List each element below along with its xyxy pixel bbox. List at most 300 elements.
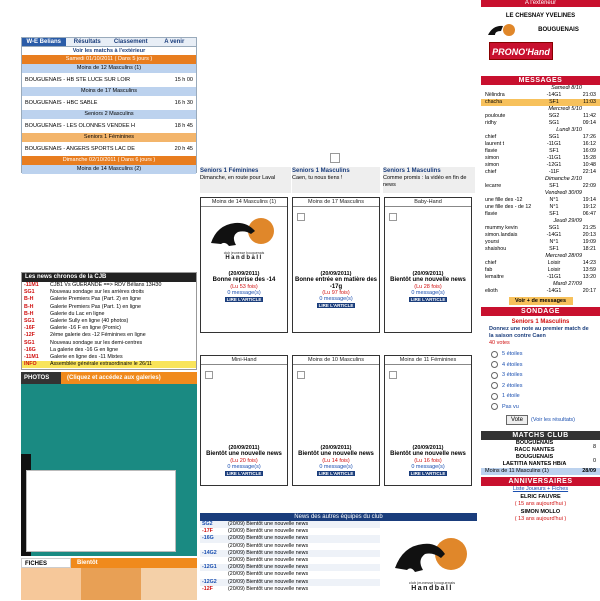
news-chrono-panel — [21, 272, 197, 370]
fiche-image[interactable] — [21, 568, 81, 600]
news-text: (20/09) Bientôt une nouvelle news — [228, 535, 309, 542]
message-team: -11G1 — [546, 155, 562, 161]
message-time: 19:12 — [582, 204, 596, 210]
sondage-title: SONDAGE — [481, 307, 600, 316]
other-news-list — [200, 521, 380, 593]
fiches-title: FICHES — [21, 558, 71, 568]
team-code: -16G — [202, 535, 214, 542]
players-list-link[interactable]: Liste Joueurs + Fiches — [512, 486, 569, 492]
read-article-button[interactable]: LIRE L'ARTICLE — [226, 470, 262, 476]
news-text: Galerie -16 F en ligne (Pornic) — [50, 325, 121, 332]
card-comments[interactable]: 0 message(s) — [411, 289, 445, 296]
message-row[interactable] — [481, 232, 600, 239]
card-headline[interactable]: Bientôt une nouvelle news — [206, 451, 282, 457]
team-code: B-H — [24, 310, 34, 317]
team-code: SG2 — [202, 521, 213, 527]
news-text: Galerie Sully en ligne (40 photos) — [50, 318, 129, 325]
other-news-item[interactable] — [200, 586, 380, 593]
message-time: 15:28 — [582, 155, 596, 161]
news-text: (20/09) Bientôt une nouvelle news — [228, 521, 309, 527]
message-team: SF1 — [549, 99, 559, 105]
message-team: Loisir — [547, 260, 561, 266]
team-code: -17F — [202, 528, 213, 535]
news-text: (20/09) Bientôt une nouvelle news — [228, 585, 309, 592]
card-title: Moins de 17 Masculins — [293, 198, 379, 207]
image-placeholder — [389, 371, 397, 379]
tab-classement[interactable]: Classement — [113, 39, 148, 45]
other-news-item[interactable] — [200, 557, 380, 564]
card-read-count: (Lu 53 fois) — [230, 283, 258, 290]
card-image — [385, 207, 471, 269]
card-date: (20/09/2011) — [320, 445, 352, 451]
message-team: SF1 — [549, 246, 559, 252]
sondage-team: Seniors 1 Masculins — [511, 319, 570, 325]
card-headline[interactable]: Bonne entrée en matière des -17g — [294, 277, 378, 290]
chrono-news-item[interactable] — [22, 311, 196, 318]
category-bar: Moins de 17 Masculins — [22, 87, 196, 96]
message-author: shaishou — [485, 246, 507, 252]
card-date: (20/09/2011) — [228, 271, 260, 277]
poll-option-label: 5 étoiles — [502, 351, 523, 357]
message-team: SG1 — [548, 134, 560, 140]
read-article-button[interactable]: LIRE L'ARTICLE — [318, 470, 354, 476]
team-code: B-H — [24, 303, 34, 310]
panther-logo-icon — [209, 215, 279, 251]
image-placeholder — [330, 153, 340, 163]
card-image — [385, 365, 471, 427]
message-team: SG1 — [548, 225, 560, 231]
messages-list — [481, 85, 600, 295]
other-news-item[interactable] — [200, 550, 380, 557]
matches-panel — [21, 37, 197, 173]
news-card[interactable] — [384, 355, 472, 486]
sondage-votes: 40 votes — [489, 340, 510, 346]
message-row[interactable] — [481, 92, 600, 99]
message-time: 11:42 — [583, 113, 596, 119]
photos-header — [21, 372, 197, 384]
card-headline[interactable]: Bientôt une nouvelle news — [390, 277, 466, 283]
next-opponent: LE CHESNAY YVELINES — [505, 13, 576, 19]
team-code: INFO — [24, 361, 37, 368]
card-title: Moins de 14 Masculins (1) — [201, 198, 287, 207]
message-team: -11G1 — [546, 274, 562, 280]
away-matches-link[interactable]: Voir les matchs à l'extérieur — [72, 48, 146, 54]
read-article-button[interactable]: LIRE L'ARTICLE — [318, 303, 354, 308]
message-day: Lundi 3/10 — [556, 127, 582, 133]
message-row[interactable] — [481, 162, 600, 169]
read-article-button[interactable]: LIRE L'ARTICLE — [410, 470, 446, 476]
chrono-news-item[interactable] — [22, 325, 196, 332]
chrono-news-item[interactable] — [22, 332, 196, 339]
message-row[interactable] — [481, 169, 600, 176]
birthday-item — [481, 494, 600, 508]
news-text: La galerie des -16 G en ligne — [50, 346, 119, 353]
sondage-question: Donnez une note au premier match de la saison contre Caen — [489, 326, 589, 339]
other-news-item[interactable] — [200, 535, 380, 542]
chrono-news-item[interactable] — [22, 289, 196, 296]
message-author: simon.landais — [485, 232, 518, 238]
card-comments[interactable]: 0 message(s) — [227, 289, 261, 296]
message-time: 21:25 — [582, 225, 596, 231]
team-code: -14G2 — [202, 549, 217, 556]
vote-button[interactable]: Vote — [506, 415, 528, 425]
other-news-item[interactable] — [200, 528, 380, 535]
radio-icon[interactable] — [491, 393, 498, 400]
message-time: 13:20 — [582, 274, 596, 280]
other-news-panel — [200, 513, 477, 600]
club-match[interactable] — [481, 454, 600, 468]
news-text: Galerie du Lac en ligne — [50, 310, 105, 317]
day-header: Dimanche 02/10/2011 ( Dans 6 jours ) — [22, 156, 196, 165]
message-row[interactable] — [481, 225, 600, 232]
card-image — [293, 365, 379, 427]
message-time: 14:23 — [582, 260, 596, 266]
message-author: pouloute — [485, 113, 506, 119]
chrono-news-item[interactable] — [22, 347, 196, 354]
message-day: Mercredi 28/09 — [545, 253, 582, 259]
chrono-news-item[interactable] — [22, 318, 196, 325]
radio-icon[interactable] — [491, 351, 498, 358]
poll-option[interactable] — [481, 370, 600, 381]
card-comments[interactable]: 0 message(s) — [319, 463, 353, 470]
tab-we-belians[interactable]: W-E Belians — [22, 38, 66, 46]
news-text: (20/09) Bientôt une nouvelle news — [228, 528, 309, 535]
message-row[interactable] — [481, 288, 600, 295]
card-image — [293, 207, 379, 269]
news-text: (20/09) Bientôt une nouvelle news — [228, 542, 309, 549]
club-mini-logo-icon — [487, 23, 517, 37]
card-read-count: (Lu 28 fois) — [414, 283, 442, 290]
message-row[interactable] — [481, 197, 600, 204]
left-edge-column — [0, 0, 19, 600]
message-team: -12G1 — [546, 162, 562, 168]
matches-tabs — [22, 38, 196, 47]
message-team: -11F — [548, 169, 560, 175]
message-team: SF1 — [549, 183, 559, 189]
top-news-item[interactable]: Seniors 1 Masculins Caen, tu nous tiens ! — [292, 167, 380, 193]
poll-option[interactable] — [481, 381, 600, 392]
team-code: SG1 — [24, 289, 35, 296]
message-row[interactable] — [481, 99, 600, 106]
image-placeholder — [205, 371, 213, 379]
club-match[interactable] — [481, 440, 600, 454]
card-comments[interactable]: 0 message(s) — [411, 463, 445, 470]
message-day: Mercredi 5/10 — [548, 106, 582, 112]
team-code: SG1 — [24, 339, 35, 346]
message-time: 19:14 — [582, 197, 596, 203]
news-text: 2ème galerie des -12 Féminines en ligne — [50, 332, 146, 339]
message-time: 18:21 — [582, 246, 596, 252]
club-logo: club jeunesse bouguenais Handball — [388, 523, 476, 601]
card-image — [201, 365, 287, 427]
message-row[interactable] — [481, 239, 600, 246]
match-row[interactable]: BOUGUENAIS - HBC SABLE 16 h 30 — [25, 100, 193, 106]
team-code — [200, 571, 228, 578]
poll-option[interactable] — [481, 402, 600, 413]
news-card[interactable] — [292, 197, 380, 333]
news-card[interactable] — [292, 355, 380, 486]
messages-title: MESSAGES — [481, 76, 600, 85]
message-author: fab — [485, 267, 493, 273]
message-time: 16:12 — [582, 141, 596, 147]
message-time: 16:09 — [582, 148, 596, 154]
radio-icon[interactable] — [491, 361, 498, 368]
message-time: 09:14 — [582, 120, 596, 126]
message-time: 20:17 — [582, 288, 596, 294]
news-text: CJB1 Vs GUERANDE ==> RDV Bélians 13H30 — [50, 282, 162, 288]
message-author: laurent t — [485, 141, 505, 147]
fiches-panel — [21, 558, 197, 600]
card-headline[interactable]: Bientôt une nouvelle news — [298, 451, 374, 457]
image-placeholder — [297, 371, 305, 379]
read-article-button[interactable]: LIRE L'ARTICLE — [226, 296, 262, 302]
photos-title: PHOTOS — [21, 372, 61, 384]
match-score: 8 — [592, 444, 596, 450]
message-team: N°1 — [549, 197, 559, 203]
photo-thumbnail[interactable] — [26, 470, 176, 552]
poll-option[interactable] — [481, 391, 600, 402]
message-time: 06:47 — [582, 211, 596, 217]
card-title: Moins de 11 Féminines — [385, 356, 471, 365]
home-team: BOUGUENAIS — [538, 27, 579, 33]
radio-icon[interactable] — [491, 382, 498, 389]
matchs-list — [481, 440, 600, 468]
message-time: 17:26 — [582, 134, 596, 140]
team-code: -12F — [24, 332, 35, 339]
news-text: (20/09) Bientôt une nouvelle news — [228, 564, 309, 571]
message-row[interactable] — [481, 204, 600, 211]
category-bar: Moins de 14 Masculins (2) — [22, 165, 196, 174]
message-author: une fille des -12 — [485, 197, 523, 203]
message-row[interactable] — [481, 113, 600, 120]
card-read-count: (Lu 20 fois) — [230, 457, 258, 464]
message-author: elioth — [485, 288, 498, 294]
chrono-news-item[interactable] — [22, 296, 196, 303]
category-bar: Moins de 12 Masculins (1) — [22, 64, 196, 73]
message-team: SF1 — [549, 211, 559, 217]
message-team: -14G1 — [546, 232, 562, 238]
poll-option[interactable] — [481, 360, 600, 371]
card-comments[interactable]: 0 message(s) — [227, 463, 261, 470]
message-row[interactable] — [481, 141, 600, 148]
match-home: BOUGUENAIS — [515, 440, 554, 446]
message-row[interactable] — [481, 183, 600, 190]
message-time: 22:09 — [582, 183, 596, 189]
message-author: chacha — [485, 99, 503, 105]
team-code: B-H — [24, 296, 34, 303]
message-row[interactable] — [481, 274, 600, 281]
message-day: Mardi 27/09 — [552, 281, 582, 287]
message-author: yoursi — [485, 239, 500, 245]
message-author: mummy kevin — [485, 225, 518, 231]
message-time: 20:13 — [582, 232, 596, 238]
message-author: lecarre — [485, 183, 502, 189]
card-date: (20/09/2011) — [228, 445, 260, 451]
message-day: Dimanche 2/10 — [545, 176, 582, 182]
message-time: 22:14 — [582, 169, 596, 175]
card-title: Mini-Hand — [201, 356, 287, 365]
card-headline[interactable]: Bonne reprise des -14 — [212, 277, 276, 283]
team-code: -16G — [24, 346, 36, 353]
results-link[interactable]: (Voir les résultats) — [531, 417, 576, 423]
birthday-name: ELRIC FAUVRE — [520, 494, 561, 500]
card-title: Moins de 10 Masculins — [293, 356, 379, 365]
chrono-news-item[interactable] — [22, 361, 196, 368]
news-text: Galerie en ligne des -11 Mixtes — [50, 354, 123, 361]
poll-option-label: Pas vu — [502, 403, 519, 410]
news-card[interactable] — [200, 197, 288, 333]
radio-icon[interactable] — [491, 372, 498, 379]
other-news-item[interactable] — [200, 543, 380, 550]
message-author: chief — [485, 260, 497, 266]
panther-logo-icon — [393, 532, 471, 580]
message-team: N°1 — [549, 204, 559, 210]
team-code — [200, 543, 228, 550]
message-author: Nëlindra — [485, 92, 505, 98]
read-article-button[interactable]: LIRE L'ARTICLE — [410, 296, 446, 302]
match-row[interactable]: BOUGUENAIS - ANGERS SPORTS LAC DE 20 h 45 — [25, 146, 193, 152]
image-placeholder — [389, 213, 397, 221]
message-author: simon — [485, 162, 500, 168]
message-author: chief — [485, 134, 497, 140]
category-bar: Seniors 2 Masculins — [22, 110, 196, 119]
news-text: (20/09) Bientôt une nouvelle news — [228, 571, 309, 578]
category-bar: Seniors 1 Féminines — [22, 133, 196, 142]
birthday-age: ( 13 ans aujourd'hui ) — [514, 516, 567, 522]
photo-slideshow-top[interactable] — [21, 384, 197, 454]
message-author: ridhy — [485, 120, 497, 126]
message-day: Vendredi 30/09 — [544, 190, 582, 196]
message-team: -11G1 — [546, 141, 562, 147]
fiche-image[interactable] — [141, 568, 197, 600]
news-text: Assemblée générale extraordinaire le 26/11 — [50, 361, 153, 368]
other-news-item[interactable] — [200, 571, 380, 578]
matchs-date: 28/09 — [582, 468, 596, 474]
message-time: 21:03 — [582, 92, 596, 98]
tab-a-venir[interactable]: A venir — [164, 39, 185, 45]
radio-icon[interactable] — [491, 403, 498, 410]
card-date: (20/09/2011) — [412, 271, 444, 277]
match-away: LAETITIA NANTES HB/A — [502, 461, 567, 467]
day-header: Samedi 01/10/2011 ( Dans 5 jours ) — [22, 55, 196, 64]
news-chrono-list — [22, 282, 196, 368]
card-read-count: (Lu 16 fois) — [414, 457, 442, 464]
message-author: flavie — [485, 148, 498, 154]
top-news-item[interactable]: Seniors 1 Féminines Dimanche, en route pour Laval — [200, 167, 291, 193]
message-time: 11:03 — [583, 99, 596, 105]
news-card[interactable] — [384, 197, 472, 333]
message-row[interactable] — [481, 155, 600, 162]
other-news-item[interactable] — [200, 579, 380, 586]
message-team: Loisir — [547, 267, 561, 273]
card-read-count: (Lu 14 fois) — [322, 457, 350, 464]
chrono-news-item[interactable] — [22, 282, 196, 289]
message-row[interactable] — [481, 260, 600, 267]
message-team: N°1 — [549, 239, 559, 245]
card-headline[interactable]: Bientôt une nouvelle news — [390, 451, 466, 457]
team-code: -12G2 — [202, 578, 217, 585]
pronohand-button[interactable]: PRONO'Hand — [489, 42, 553, 60]
message-author: chief — [485, 169, 497, 175]
message-day: Samedi 8/10 — [551, 85, 582, 91]
team-code: SG1 — [24, 318, 35, 325]
fiche-image[interactable] — [81, 568, 141, 600]
chrono-news-item[interactable] — [22, 340, 196, 347]
poll-option-label: 3 étoiles — [502, 372, 523, 378]
message-day: Jeudi 29/09 — [553, 218, 582, 224]
sondage-options — [481, 349, 600, 412]
image-placeholder — [297, 213, 305, 221]
message-time: 13:59 — [582, 267, 596, 273]
message-team: SG2 — [548, 113, 560, 119]
team-code: -16F — [24, 325, 35, 332]
message-row[interactable] — [481, 211, 600, 218]
card-read-count: (Lu 97 fois) — [322, 290, 350, 296]
message-author: simon — [485, 155, 500, 161]
top-news-item[interactable]: Seniors 1 Masculins Comme promis : la vidéo en fin de news — [383, 167, 475, 193]
card-logo: club jeunesse bouguenais Handball — [201, 207, 287, 269]
card-comments[interactable]: 0 message(s) — [319, 296, 353, 302]
team-code: -11M1 — [24, 282, 39, 288]
other-news-item[interactable] — [200, 521, 380, 528]
chrono-news-item[interactable] — [22, 354, 196, 361]
card-date: (20/09/2011) — [412, 445, 444, 451]
message-team: -14G1 — [546, 92, 562, 98]
news-text: (20/09) Bientôt une nouvelle news — [228, 557, 309, 564]
news-text: (20/09) Bientôt une nouvelle news — [228, 578, 309, 585]
team-code: -12F — [202, 585, 213, 592]
message-time: 19:09 — [582, 239, 596, 245]
team-code: -11M1 — [24, 354, 39, 361]
birthday-age: ( 15 ans aujourd'hui ) — [514, 501, 567, 507]
message-team: -14G1 — [546, 288, 562, 294]
card-title: Baby-Hand — [385, 198, 471, 207]
team-code: -12G1 — [202, 564, 217, 571]
match-row[interactable]: BOUGUENAIS - LES OLONNES VENDEE H 18 h 45 — [25, 123, 193, 129]
matchs-title: MATCHS CLUB — [481, 431, 600, 440]
message-row[interactable] — [481, 267, 600, 274]
message-row[interactable] — [481, 134, 600, 141]
message-row[interactable] — [481, 148, 600, 155]
poll-option-label: 2 étoiles — [502, 382, 523, 389]
message-team: SG1 — [548, 120, 560, 126]
birthday-name: SIMON MOLLO — [520, 509, 561, 515]
other-news-item[interactable] — [200, 564, 380, 571]
news-card[interactable] — [200, 355, 288, 486]
tab-resultats[interactable]: Résultats — [73, 39, 101, 45]
team-code — [200, 557, 228, 564]
poll-option-label: 1 étoile — [502, 393, 520, 399]
message-row[interactable] — [481, 120, 600, 127]
poll-option[interactable] — [481, 349, 600, 360]
message-row[interactable] — [481, 246, 600, 253]
anniversaires-title: ANNIVERSAIRES — [481, 477, 600, 486]
fiches-status: Bientôt — [77, 560, 98, 566]
news-text: (20/09) Bientôt une nouvelle news — [228, 549, 309, 556]
card-date: (20/09/2011) — [320, 271, 352, 277]
anniversaires-list — [481, 494, 600, 523]
photos-gallery-link[interactable]: (Cliquez et accédez aux galeries) — [67, 375, 161, 381]
chrono-news-item[interactable] — [22, 304, 196, 311]
news-text: Galerie Premiers Pas (Part. 1) en ligne — [50, 303, 141, 310]
more-messages-button[interactable]: Voir + de messages — [509, 297, 573, 305]
news-chrono-title: Les news chronos de la CJB — [22, 273, 196, 282]
match-row[interactable]: BOUGUENAIS - HB STE LUCE SUR LOIR 15 h 00 — [25, 77, 193, 83]
message-author: flavie — [485, 211, 498, 217]
message-author: lemaitre — [485, 274, 504, 280]
message-team: SF1 — [549, 148, 559, 154]
news-text: Nouveau sondage sur les demi-centres — [50, 339, 143, 346]
